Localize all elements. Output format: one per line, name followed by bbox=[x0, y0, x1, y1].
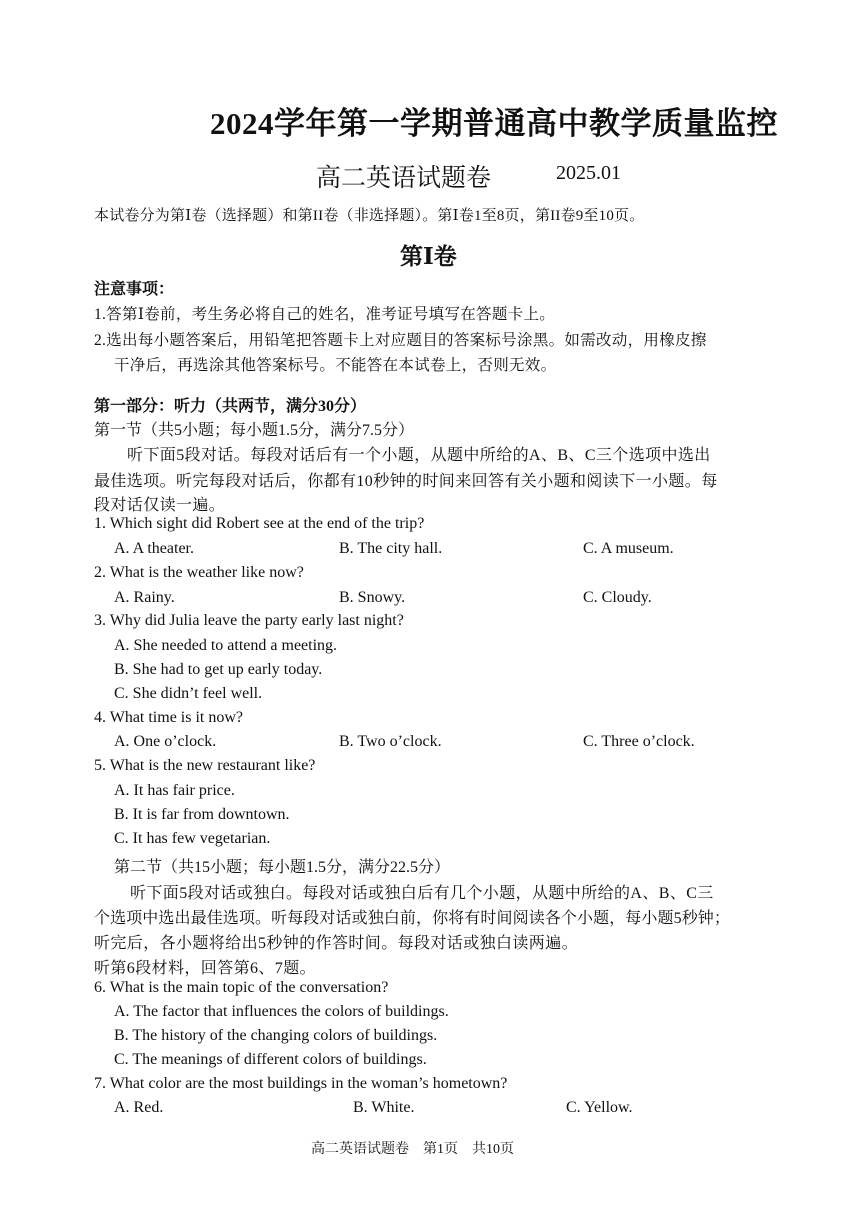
section2-title: 第二节（共15小题；每小题1.5分，满分22.5分） bbox=[114, 859, 451, 876]
section2-instruction-1: 听下面5段对话或独白。每段对话或独白后有几个小题，从题中所给的A、B、C三 bbox=[130, 885, 714, 902]
question-3: 3. Why did Julia leave the party early last night? bbox=[94, 612, 404, 629]
question-5: 5. What is the new restaurant like? bbox=[94, 757, 316, 774]
notice-item-2-cont: 干净后，再选涂其他答案标号。不能答在本试卷上，否则无效。 bbox=[114, 357, 557, 374]
section1-instruction-3: 段对话仅读一遍。 bbox=[94, 497, 226, 514]
material-6-note: 听第6段材料，回答第6、7题。 bbox=[94, 960, 317, 977]
page-footer: 高二英语试题卷 第1页 共10页 bbox=[311, 1142, 514, 1157]
q2-option-c: C. Cloudy. bbox=[583, 589, 652, 606]
notice-item-2: 2.选出每小题答案后，用铅笔把答题卡上对应题目的答案标号涂黑。如需改动，用橡皮擦 bbox=[94, 332, 707, 349]
volume-title: 第Ⅰ卷 bbox=[400, 244, 457, 269]
q2-option-b: B. Snowy. bbox=[339, 589, 406, 606]
exam-intro: 本试卷分为第Ⅰ卷（选择题）和第II卷（非选择题）。第Ⅰ卷1至8页，第II卷9至10页。 bbox=[94, 208, 645, 224]
exam-subtitle: 高二英语试题卷 bbox=[316, 165, 492, 192]
section1-title: 第一节（共5小题；每小题1.5分，满分7.5分） bbox=[94, 422, 415, 439]
q2-option-a: A. Rainy. bbox=[114, 589, 175, 606]
q3-option-c: C. She didn’t feel well. bbox=[114, 685, 263, 702]
section2-instruction-3: 听完后，各小题将给出5秒钟的作答时间。每段对话或独白读两遍。 bbox=[94, 935, 579, 952]
question-1: 1. Which sight did Robert see at the end of the trip? bbox=[94, 515, 425, 532]
section2-instruction-2: 个选项中选出最佳选项。听每段对话或独白前，你将有时间阅读各个小题，每小题5秒钟； bbox=[94, 910, 731, 927]
q6-option-a: A. The factor that influences the colors of buildings. bbox=[114, 1003, 449, 1020]
q4-option-b: B. Two o’clock. bbox=[339, 733, 442, 750]
q5-option-a: A. It has fair price. bbox=[114, 782, 235, 799]
q3-option-b: B. She had to get up early today. bbox=[114, 661, 323, 678]
q1-option-c: C. A museum. bbox=[583, 540, 674, 557]
question-4: 4. What time is it now? bbox=[94, 709, 244, 726]
notice-item-1: 1.答第Ⅰ卷前，考生务必将自己的姓名，准考证号填写在答题卡上。 bbox=[94, 306, 556, 323]
q6-option-b: B. The history of the changing colors of buildings. bbox=[114, 1027, 438, 1044]
q7-option-a: A. Red. bbox=[114, 1099, 164, 1116]
exam-main-title: 2024学年第一学期普通高中教学质量监控 bbox=[210, 106, 778, 141]
q1-option-a: A. A theater. bbox=[114, 540, 194, 557]
q4-option-c: C. Three o’clock. bbox=[583, 733, 695, 750]
exam-date: 2025.01 bbox=[556, 162, 621, 184]
q6-option-c: C. The meanings of different colors of buildings. bbox=[114, 1051, 427, 1068]
part1-heading: 第一部分：听力（共两节，满分30分） bbox=[94, 398, 367, 415]
section1-instruction-2: 最佳选项。听完每段对话后，你都有10秒钟的时间来回答有关小题和阅读下一小题。每 bbox=[94, 473, 718, 490]
question-6: 6. What is the main topic of the conversation? bbox=[94, 979, 389, 996]
question-2: 2. What is the weather like now? bbox=[94, 564, 304, 581]
q5-option-c: C. It has few vegetarian. bbox=[114, 830, 271, 847]
section1-instruction-1: 听下面5段对话。每段对话后有一个小题，从题中所给的A、B、C三个选项中选出 bbox=[127, 447, 711, 464]
q3-option-a: A. She needed to attend a meeting. bbox=[114, 637, 338, 654]
notice-heading: 注意事项： bbox=[94, 281, 175, 298]
q7-option-b: B. White. bbox=[353, 1099, 415, 1116]
q7-option-c: C. Yellow. bbox=[566, 1099, 633, 1116]
q4-option-a: A. One o’clock. bbox=[114, 733, 217, 750]
q5-option-b: B. It is far from downtown. bbox=[114, 806, 290, 823]
q1-option-b: B. The city hall. bbox=[339, 540, 443, 557]
question-7: 7. What color are the most buildings in the woman’s hometown? bbox=[94, 1075, 508, 1092]
